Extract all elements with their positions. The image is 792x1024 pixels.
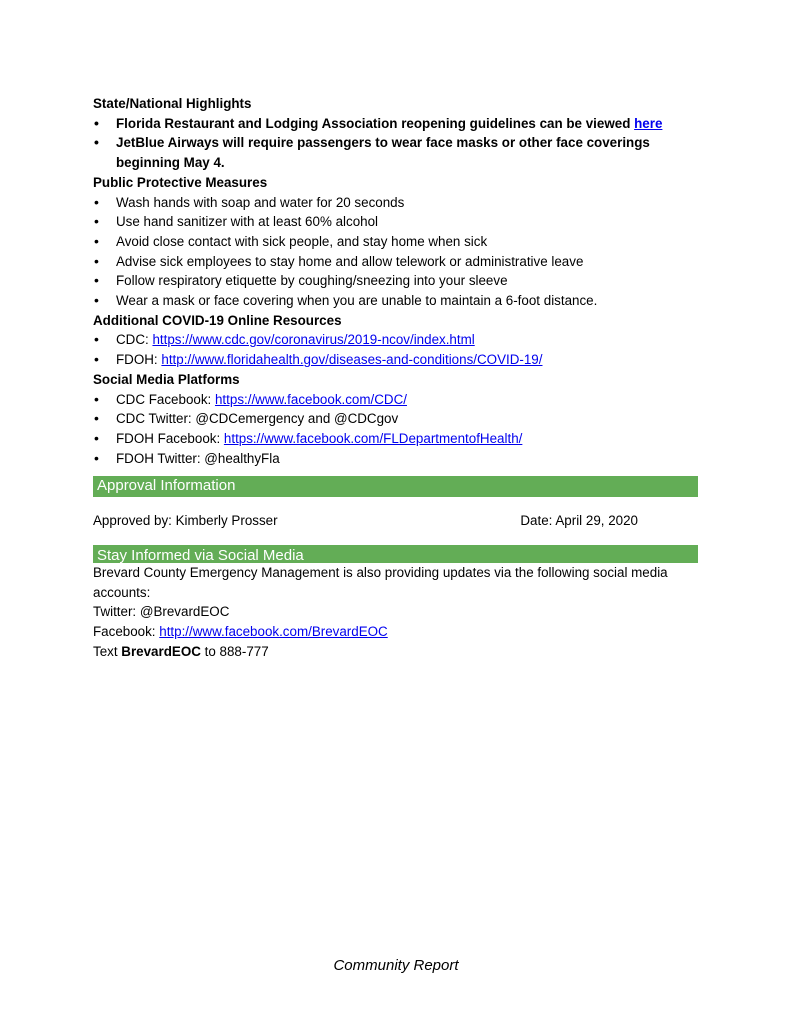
facebook-label: Facebook: (93, 624, 160, 640)
list-item: • Advise sick employees to stay home and allow telework or administrative leave (93, 252, 698, 272)
text-keyword: BrevardEOC (121, 643, 201, 659)
online-resources-list (93, 330, 698, 369)
approval-section-bar: Approval Information (93, 476, 698, 497)
list-item: • Follow respiratory etiquette by coughing/sneezing into your sleeve (93, 271, 698, 291)
list-item: • Avoid close contact with sick people, and stay home when sick (93, 232, 698, 252)
list-item (93, 350, 698, 370)
list-item: • FDOH Twitter: @healthyFla (93, 449, 698, 469)
stay-informed-section-bar: Stay Informed via Social Media (93, 545, 698, 563)
list-item: • CDC Twitter: @CDCemergency and @CDCgov (93, 409, 698, 429)
brevard-twitter: Twitter: @BrevardEOC (93, 604, 230, 620)
list-item (93, 429, 698, 449)
list-item (93, 390, 698, 410)
text-alert-line (93, 642, 698, 662)
social-media-list (93, 390, 698, 469)
list-item: • Wash hands with soap and water for 20 seconds (93, 193, 698, 213)
protective-measures-heading: Public Protective Measures (93, 174, 268, 190)
list-item: • Use hand sanitizer with at least 60% alcohol (93, 212, 698, 232)
fdoh-label: FDOH: (116, 352, 162, 368)
highlight-text: Florida Restaurant and Lodging Association reopening guidelines can be viewed (116, 115, 635, 131)
brevard-facebook-link[interactable]: http://www.facebook.com/BrevardEOC (159, 624, 388, 640)
text-suffix: to 888-777 (200, 643, 269, 659)
stay-informed-intro: Brevard County Emergency Management is also providing updates via the following social media accounts: (93, 565, 668, 600)
list-item: • JetBlue Airways will require passengers to wear face masks or other face coverings beginning May 4. (93, 133, 698, 172)
list-item (93, 330, 698, 350)
cdc-facebook-label: CDC Facebook: (116, 391, 215, 407)
approval-date: Date: April 29, 2020 (520, 513, 638, 529)
state-highlights-list (93, 114, 698, 173)
brevard-facebook (93, 622, 698, 642)
document-body (93, 94, 698, 662)
approved-by: Approved by: Kimberly Prosser (93, 513, 278, 529)
fdoh-facebook-label: FDOH Facebook: (116, 430, 224, 446)
page-footer: Community Report (333, 957, 459, 974)
cdc-label: CDC: (116, 332, 153, 348)
cdc-link[interactable]: https://www.cdc.gov/coronavirus/2019-ncov/index.html (152, 332, 475, 348)
online-resources-heading: Additional COVID-19 Online Resources (93, 312, 342, 328)
list-item: • Wear a mask or face covering when you are unable to maintain a 6-foot distance. (93, 291, 698, 311)
state-national-heading: State/National Highlights (93, 96, 252, 111)
text-prefix: Text (93, 643, 122, 659)
guidelines-here-link[interactable]: here (634, 115, 663, 131)
approval-row (93, 511, 638, 531)
fdoh-link[interactable]: http://www.floridahealth.gov/diseases-and-conditions/COVID-19/ (161, 352, 543, 368)
fdoh-facebook-link[interactable]: https://www.facebook.com/FLDepartmentofHealth/ (223, 430, 523, 446)
protective-measures-list (93, 193, 698, 311)
social-media-heading: Social Media Platforms (93, 371, 240, 387)
list-item (93, 114, 698, 134)
cdc-facebook-link[interactable]: https://www.facebook.com/CDC/ (214, 391, 407, 407)
